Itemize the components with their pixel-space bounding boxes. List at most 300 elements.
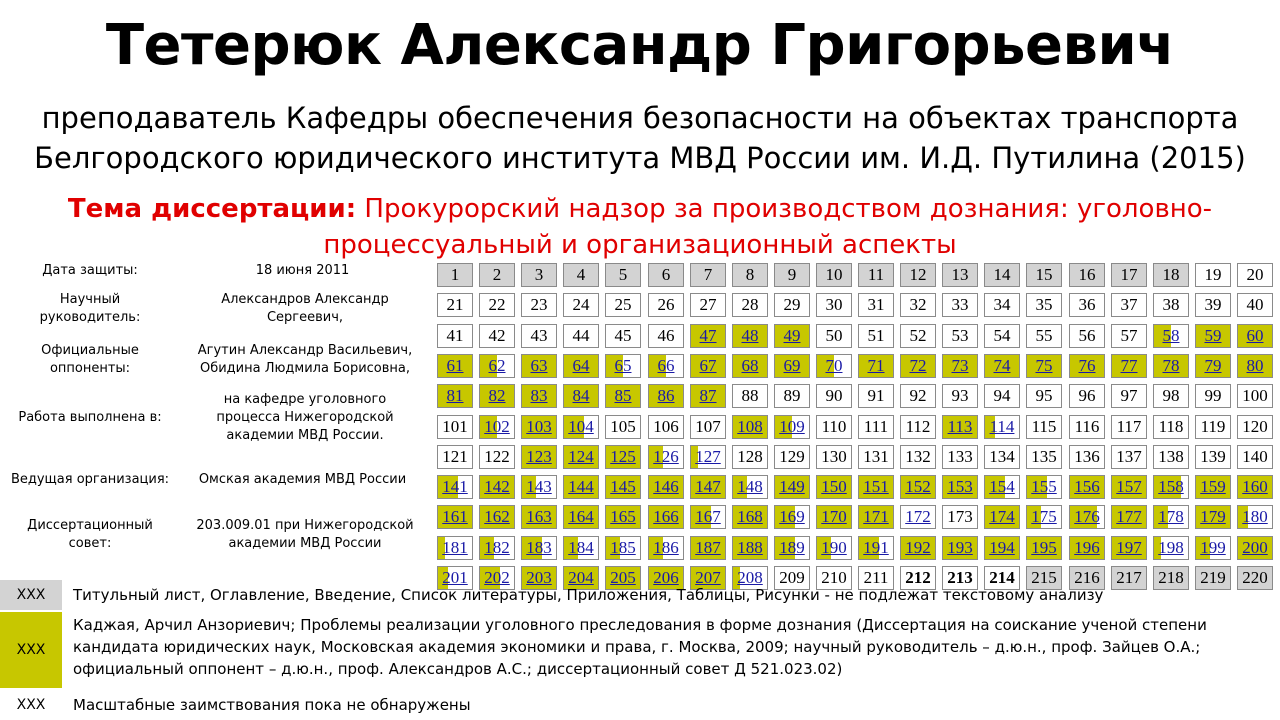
page-link[interactable]: 188 — [737, 538, 763, 557]
page-link[interactable]: 208 — [737, 568, 763, 587]
page-number: 20 — [1246, 265, 1264, 284]
page-cell[interactable] — [774, 475, 810, 499]
page-link[interactable]: 206 — [653, 568, 679, 587]
page-cell — [1111, 415, 1147, 439]
page-cell[interactable] — [1153, 505, 1189, 529]
page-number: 1 — [450, 265, 460, 284]
page-link[interactable]: 181 — [442, 538, 468, 557]
page-cell[interactable] — [521, 354, 557, 378]
page-cell[interactable] — [1237, 505, 1273, 529]
page-link[interactable]: 83 — [530, 386, 548, 405]
page-link[interactable]: 103 — [526, 417, 552, 436]
page-number: 128 — [737, 447, 763, 466]
page-link[interactable]: 193 — [947, 538, 973, 557]
page-link[interactable]: 154 — [989, 477, 1015, 496]
page-cell[interactable] — [563, 536, 599, 560]
page-cell[interactable] — [732, 505, 768, 529]
page-number: 27 — [699, 295, 717, 314]
page-link[interactable]: 204 — [568, 568, 594, 587]
page-number: 94 — [993, 386, 1011, 405]
page-cell — [437, 415, 473, 439]
page-number: 134 — [989, 447, 1015, 466]
page-number: 18 — [1162, 265, 1180, 284]
page-link[interactable]: 104 — [568, 417, 594, 436]
page-link[interactable]: 126 — [653, 447, 679, 466]
page-link[interactable]: 153 — [947, 477, 973, 496]
page-cell[interactable] — [479, 505, 515, 529]
page-link[interactable]: 124 — [568, 447, 594, 466]
page-cell[interactable] — [648, 354, 684, 378]
page-link[interactable]: 64 — [572, 356, 590, 375]
page-cell[interactable] — [521, 475, 557, 499]
page-cell[interactable] — [1069, 475, 1105, 499]
page-cell — [942, 293, 978, 317]
page-cell[interactable] — [437, 505, 473, 529]
page-cell[interactable] — [942, 475, 978, 499]
page-link[interactable]: 159 — [1200, 477, 1226, 496]
page-cell[interactable] — [984, 505, 1020, 529]
page-cell[interactable] — [521, 505, 557, 529]
page-cell — [1111, 293, 1147, 317]
info-label: Научный руководитель: — [39, 292, 141, 325]
page-link[interactable]: 114 — [989, 417, 1015, 436]
page-link[interactable]: 183 — [526, 538, 552, 557]
page-cell — [732, 384, 768, 408]
page-link[interactable]: 144 — [568, 477, 594, 496]
page-link[interactable]: 156 — [1074, 477, 1100, 496]
page-link[interactable]: 199 — [1200, 538, 1226, 557]
page-link[interactable]: 61 — [446, 356, 464, 375]
page-link[interactable]: 70 — [825, 356, 843, 375]
page-link[interactable]: 143 — [526, 477, 552, 496]
page-cell[interactable] — [1195, 324, 1231, 348]
page-cell[interactable] — [648, 475, 684, 499]
page-cell[interactable] — [1111, 536, 1147, 560]
page-link[interactable]: 59 — [1204, 326, 1222, 345]
page-cell[interactable] — [563, 475, 599, 499]
page-cell[interactable] — [521, 384, 557, 408]
page-cell[interactable] — [732, 536, 768, 560]
page-cell[interactable] — [1195, 354, 1231, 378]
page-cell[interactable] — [648, 445, 684, 469]
page-link[interactable]: 74 — [993, 356, 1011, 375]
page-cell[interactable] — [648, 536, 684, 560]
page-number: 118 — [1158, 417, 1184, 436]
page-link[interactable]: 168 — [737, 507, 763, 526]
page-link[interactable]: 149 — [779, 477, 805, 496]
page-link[interactable]: 62 — [488, 356, 506, 375]
page-link[interactable]: 125 — [610, 447, 636, 466]
page-number: 96 — [1078, 386, 1096, 405]
page-cell[interactable] — [690, 505, 726, 529]
page-link[interactable]: 72 — [909, 356, 927, 375]
page-cell[interactable] — [479, 384, 515, 408]
page-link[interactable]: 146 — [653, 477, 679, 496]
page-link[interactable]: 76 — [1078, 356, 1096, 375]
legend-swatch-olive: XXX — [0, 612, 62, 688]
page-cell[interactable] — [605, 445, 641, 469]
page-cell — [942, 263, 978, 287]
page-cell[interactable] — [1237, 324, 1273, 348]
page-cell[interactable] — [858, 505, 894, 529]
legend-swatch-white: XXX — [0, 692, 62, 718]
page-link[interactable]: 190 — [821, 538, 847, 557]
page-cell[interactable] — [774, 415, 810, 439]
page-link[interactable]: 77 — [1120, 356, 1138, 375]
page-cell — [1069, 415, 1105, 439]
page-cell[interactable] — [942, 536, 978, 560]
page-number: 100 — [1242, 386, 1268, 405]
page-link[interactable]: 165 — [610, 507, 636, 526]
page-cell — [1069, 293, 1105, 317]
page-link[interactable]: 155 — [1031, 477, 1057, 496]
page-cell[interactable] — [942, 354, 978, 378]
page-number: 25 — [614, 295, 632, 314]
page-link[interactable]: 47 — [699, 326, 717, 345]
page-cell[interactable] — [605, 536, 641, 560]
page-number: 219 — [1200, 568, 1226, 587]
page-link[interactable]: 166 — [653, 507, 679, 526]
page-link[interactable]: 152 — [905, 477, 931, 496]
page-link[interactable]: 65 — [614, 356, 632, 375]
page-cell[interactable] — [648, 505, 684, 529]
page-cell — [605, 263, 641, 287]
page-link[interactable]: 109 — [779, 417, 805, 436]
page-cell — [984, 263, 1020, 287]
page-link[interactable]: 75 — [1035, 356, 1053, 375]
page-cell[interactable] — [690, 384, 726, 408]
page-number: 129 — [779, 447, 805, 466]
page-link[interactable]: 66 — [657, 356, 675, 375]
page-number: 56 — [1078, 326, 1096, 345]
page-link[interactable]: 123 — [526, 447, 552, 466]
page-cell[interactable] — [437, 475, 473, 499]
page-cell[interactable] — [605, 505, 641, 529]
page-cell — [732, 263, 768, 287]
page-cell[interactable] — [563, 354, 599, 378]
page-number: 119 — [1200, 417, 1226, 436]
page-cell[interactable] — [437, 536, 473, 560]
info-label: Диссертационный совет: — [27, 518, 153, 551]
page-cell[interactable] — [774, 536, 810, 560]
affiliation-line-2: Белгородского юридического института МВД России им. И.Д. Путилина (2015) — [34, 141, 1246, 175]
page-link[interactable]: 113 — [947, 417, 973, 436]
page-cell — [984, 293, 1020, 317]
legend-text: Масштабные заимствования пока не обнаружены — [73, 696, 471, 714]
page-number: 29 — [783, 295, 801, 314]
page-cell[interactable] — [1195, 475, 1231, 499]
page-link[interactable]: 176 — [1074, 507, 1100, 526]
page-link[interactable]: 81 — [446, 386, 464, 405]
page-cell[interactable] — [942, 415, 978, 439]
page-link[interactable]: 58 — [1162, 326, 1180, 345]
page-cell — [1111, 324, 1147, 348]
page-cell[interactable] — [690, 354, 726, 378]
page-link[interactable]: 102 — [484, 417, 510, 436]
page-cell[interactable] — [1153, 354, 1189, 378]
page-number: 136 — [1074, 447, 1100, 466]
page-number: 36 — [1078, 295, 1096, 314]
page-cell[interactable] — [563, 384, 599, 408]
page-link[interactable]: 174 — [989, 507, 1015, 526]
page-cell — [900, 445, 936, 469]
page-cell[interactable] — [690, 536, 726, 560]
page-link[interactable]: 84 — [572, 386, 590, 405]
page-cell[interactable] — [1153, 324, 1189, 348]
page-cell[interactable] — [605, 475, 641, 499]
page-cell[interactable] — [437, 354, 473, 378]
page-link[interactable]: 187 — [695, 538, 721, 557]
page-link[interactable]: 177 — [1116, 507, 1142, 526]
page-number: 15 — [1035, 265, 1053, 284]
page-number: 140 — [1242, 447, 1268, 466]
page-cell[interactable] — [984, 354, 1020, 378]
page-link[interactable]: 63 — [530, 356, 548, 375]
page-link[interactable]: 67 — [699, 356, 717, 375]
page-cell[interactable] — [774, 324, 810, 348]
page-link[interactable]: 175 — [1031, 507, 1057, 526]
page-cell[interactable] — [900, 536, 936, 560]
page-cell[interactable] — [858, 354, 894, 378]
page-cell — [437, 263, 473, 287]
page-cell — [479, 445, 515, 469]
info-label: Официальные оппоненты: — [41, 343, 139, 376]
page-cell[interactable] — [816, 505, 852, 529]
page-cell[interactable] — [984, 415, 1020, 439]
page-cell[interactable] — [1111, 475, 1147, 499]
page-number: 16 — [1078, 265, 1096, 284]
page-cell[interactable] — [1069, 354, 1105, 378]
page-link[interactable]: 205 — [610, 568, 636, 587]
page-cell[interactable] — [563, 505, 599, 529]
page-cell[interactable] — [479, 475, 515, 499]
page-cell — [563, 324, 599, 348]
page-number: 135 — [1031, 447, 1057, 466]
page-number: 45 — [614, 326, 632, 345]
page-cell[interactable] — [732, 415, 768, 439]
page-cell[interactable] — [563, 445, 599, 469]
info-value: Александров Александр Сергеевич, — [221, 292, 389, 325]
page-cell[interactable] — [648, 384, 684, 408]
page-cell[interactable] — [732, 324, 768, 348]
page-cell[interactable] — [1026, 505, 1062, 529]
page-link[interactable]: 147 — [695, 477, 721, 496]
page-link[interactable]: 49 — [783, 326, 801, 345]
page-link[interactable]: 207 — [695, 568, 721, 587]
page-cell — [1069, 384, 1105, 408]
page-cell — [1069, 445, 1105, 469]
page-number: 32 — [909, 295, 927, 314]
page-cell — [942, 324, 978, 348]
page-link[interactable]: 194 — [989, 538, 1015, 557]
page-link[interactable]: 48 — [741, 326, 759, 345]
page-link[interactable]: 148 — [737, 477, 763, 496]
page-cell[interactable] — [521, 445, 557, 469]
page-cell[interactable] — [900, 475, 936, 499]
page-link[interactable]: 73 — [951, 356, 969, 375]
page-cell[interactable] — [605, 354, 641, 378]
page-cell[interactable] — [437, 384, 473, 408]
page-link[interactable]: 178 — [1158, 507, 1184, 526]
page-cell[interactable] — [1153, 475, 1189, 499]
page-cell — [1195, 445, 1231, 469]
page-number: 220 — [1242, 568, 1268, 587]
page-link[interactable]: 87 — [699, 386, 717, 405]
page-number: 98 — [1162, 386, 1180, 405]
page-link[interactable]: 79 — [1204, 356, 1222, 375]
page-cell[interactable] — [858, 536, 894, 560]
page-cell[interactable] — [816, 354, 852, 378]
page-link[interactable]: 160 — [1242, 477, 1268, 496]
page-link[interactable]: 169 — [779, 507, 805, 526]
page-link[interactable]: 82 — [488, 386, 506, 405]
page-link[interactable]: 69 — [783, 356, 801, 375]
page-link[interactable]: 150 — [821, 477, 847, 496]
page-number: 139 — [1200, 447, 1226, 466]
page-cell[interactable] — [858, 475, 894, 499]
page-link[interactable]: 86 — [657, 386, 675, 405]
page-number: 31 — [867, 295, 885, 314]
page-link[interactable]: 180 — [1242, 507, 1268, 526]
page-link[interactable]: 141 — [442, 477, 468, 496]
page-link[interactable]: 170 — [821, 507, 847, 526]
page-cell[interactable] — [563, 415, 599, 439]
page-link[interactable]: 145 — [610, 477, 636, 496]
page-cell — [1153, 384, 1189, 408]
page-link[interactable]: 127 — [695, 447, 721, 466]
page-number: 92 — [909, 386, 927, 405]
page-cell[interactable] — [690, 445, 726, 469]
info-label: Работа выполнена в: — [18, 410, 162, 425]
page-link[interactable]: 68 — [741, 356, 759, 375]
page-cell[interactable] — [1195, 505, 1231, 529]
page-link[interactable]: 191 — [863, 538, 889, 557]
page-number: 120 — [1242, 417, 1268, 436]
page-cell[interactable] — [984, 475, 1020, 499]
page-cell[interactable] — [900, 354, 936, 378]
page-link[interactable]: 195 — [1031, 538, 1057, 557]
page-link[interactable]: 182 — [484, 538, 510, 557]
page-link[interactable]: 197 — [1116, 538, 1142, 557]
page-cell[interactable] — [816, 536, 852, 560]
page-cell[interactable] — [1111, 354, 1147, 378]
page-cell[interactable] — [1153, 536, 1189, 560]
page-cell — [1026, 324, 1062, 348]
page-cell[interactable] — [774, 505, 810, 529]
page-cell[interactable] — [479, 354, 515, 378]
page-cell — [858, 384, 894, 408]
page-cell[interactable] — [479, 415, 515, 439]
page-link[interactable]: 186 — [653, 538, 679, 557]
page-number: 209 — [779, 568, 805, 587]
page-link[interactable]: 60 — [1246, 326, 1264, 345]
page-cell[interactable] — [1026, 536, 1062, 560]
page-cell[interactable] — [1069, 505, 1105, 529]
page-cell[interactable] — [816, 475, 852, 499]
page-link[interactable]: 157 — [1116, 477, 1142, 496]
page-link[interactable]: 80 — [1246, 356, 1264, 375]
page-cell[interactable] — [1026, 475, 1062, 499]
page-cell — [437, 445, 473, 469]
page-number: 17 — [1120, 265, 1138, 284]
page-number: 51 — [867, 326, 885, 345]
page-cell[interactable] — [732, 354, 768, 378]
page-number: 121 — [442, 447, 468, 466]
page-number: 90 — [825, 386, 843, 405]
page-number: 46 — [657, 326, 675, 345]
page-cell[interactable] — [1237, 536, 1273, 560]
page-cell[interactable] — [774, 354, 810, 378]
page-cell[interactable] — [521, 415, 557, 439]
page-cell — [1237, 384, 1273, 408]
page-cell[interactable] — [1026, 354, 1062, 378]
page-cell[interactable] — [900, 505, 936, 529]
page-number: 99 — [1204, 386, 1222, 405]
page-cell — [437, 293, 473, 317]
page-cell[interactable] — [1195, 536, 1231, 560]
page-cell[interactable] — [690, 324, 726, 348]
page-number: 54 — [993, 326, 1011, 345]
page-cell[interactable] — [521, 536, 557, 560]
page-cell[interactable] — [690, 475, 726, 499]
page-cell[interactable] — [984, 536, 1020, 560]
page-link[interactable]: 189 — [779, 538, 805, 557]
page-number: 173 — [947, 507, 973, 526]
page-number: 211 — [863, 568, 889, 587]
page-link[interactable]: 85 — [614, 386, 632, 405]
page-link[interactable]: 151 — [863, 477, 889, 496]
page-link[interactable]: 171 — [863, 507, 889, 526]
page-cell[interactable] — [605, 384, 641, 408]
page-link[interactable]: 142 — [484, 477, 510, 496]
page-cell[interactable] — [479, 536, 515, 560]
page-cell — [648, 293, 684, 317]
page-cell[interactable] — [1069, 536, 1105, 560]
page-link[interactable]: 196 — [1074, 538, 1100, 557]
page-cell[interactable] — [1237, 354, 1273, 378]
page-link[interactable]: 108 — [737, 417, 763, 436]
page-link[interactable]: 167 — [695, 507, 721, 526]
page-link[interactable]: 78 — [1162, 356, 1180, 375]
page-link[interactable]: 158 — [1158, 477, 1184, 496]
page-link[interactable]: 163 — [526, 507, 552, 526]
page-cell[interactable] — [1237, 475, 1273, 499]
page-link[interactable]: 161 — [442, 507, 468, 526]
info-label: Ведущая организация: — [10, 472, 170, 487]
page-cell — [1111, 263, 1147, 287]
page-cell — [521, 293, 557, 317]
page-link[interactable]: 71 — [867, 356, 885, 375]
page-link[interactable]: 198 — [1158, 538, 1184, 557]
page-link[interactable]: 201 — [442, 568, 468, 587]
page-link[interactable]: 162 — [484, 507, 510, 526]
page-link[interactable]: 185 — [610, 538, 636, 557]
page-cell — [563, 263, 599, 287]
page-link[interactable]: 202 — [484, 568, 510, 587]
page-link[interactable]: 203 — [526, 568, 552, 587]
page-number: 217 — [1116, 568, 1142, 587]
page-link[interactable]: 192 — [905, 538, 931, 557]
page-link[interactable]: 200 — [1242, 538, 1268, 557]
page-link[interactable]: 179 — [1200, 507, 1226, 526]
page-cell[interactable] — [732, 475, 768, 499]
page-link[interactable]: 172 — [905, 507, 931, 526]
page-cell[interactable] — [1111, 505, 1147, 529]
page-link[interactable]: 184 — [568, 538, 594, 557]
page-link[interactable]: 164 — [568, 507, 594, 526]
page-number: 212 — [905, 568, 931, 587]
page-number: 112 — [905, 417, 931, 436]
